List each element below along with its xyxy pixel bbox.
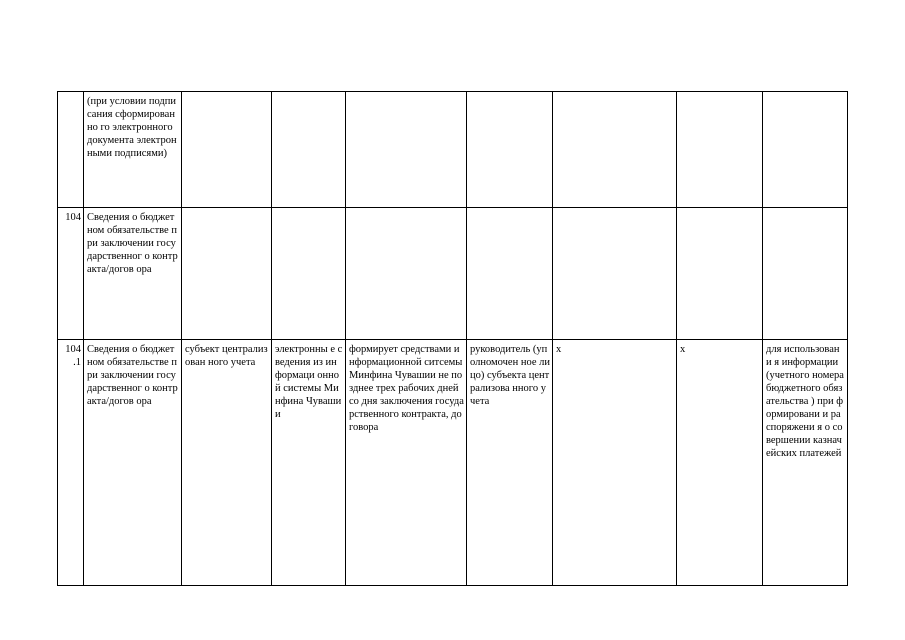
table-cell (467, 92, 553, 208)
table-cell-name: (при условии подписания сформированно го электронного документа электронными подписями) (84, 92, 182, 208)
table-cell (272, 92, 346, 208)
row-number: 104 .1 (58, 340, 84, 586)
table-cell-name: Сведения о бюджетном обязательстве при заключении государственног о контракта/догов ора (84, 208, 182, 340)
table-row (58, 340, 848, 586)
table-cell (677, 92, 763, 208)
table-cell (467, 208, 553, 340)
table-cell (272, 208, 346, 340)
table-cell (553, 92, 677, 208)
table-cell-x: х (677, 340, 763, 586)
table-row (58, 92, 848, 208)
table-cell-name: Сведения о бюджетном обязательстве при заключении государственног о контракта/догов ора (84, 340, 182, 586)
data-table (57, 91, 848, 586)
row-number: 104 (58, 208, 84, 340)
table-cell-subject: субъект централизован ного учета (182, 340, 272, 586)
table-cell (677, 208, 763, 340)
table-cell (346, 208, 467, 340)
table-cell (182, 208, 272, 340)
table-cell (182, 92, 272, 208)
table-cell (346, 92, 467, 208)
table-cell-procedure: формирует средствами информационной ситсемы Минфина Чувашии не позднее трех рабочих дней со дня заключения государственного контракта, договора (346, 340, 467, 586)
table-cell-x: х (553, 340, 677, 586)
table-cell (763, 92, 848, 208)
table-cell-source: электронны е сведения из информаци онной системы Минфина Чувашии (272, 340, 346, 586)
table-row (58, 208, 848, 340)
table-cell (553, 208, 677, 340)
table-cell-purpose: для использовани я информации (учетного номера бюджетного обязательства ) при формировани и распоряжени я о совершении казначейских платежей (763, 340, 848, 586)
table-cell-responsible: руководитель (уполномочен ное лицо) субъекта централизова нного учета (467, 340, 553, 586)
row-number (58, 92, 84, 208)
table-cell (763, 208, 848, 340)
